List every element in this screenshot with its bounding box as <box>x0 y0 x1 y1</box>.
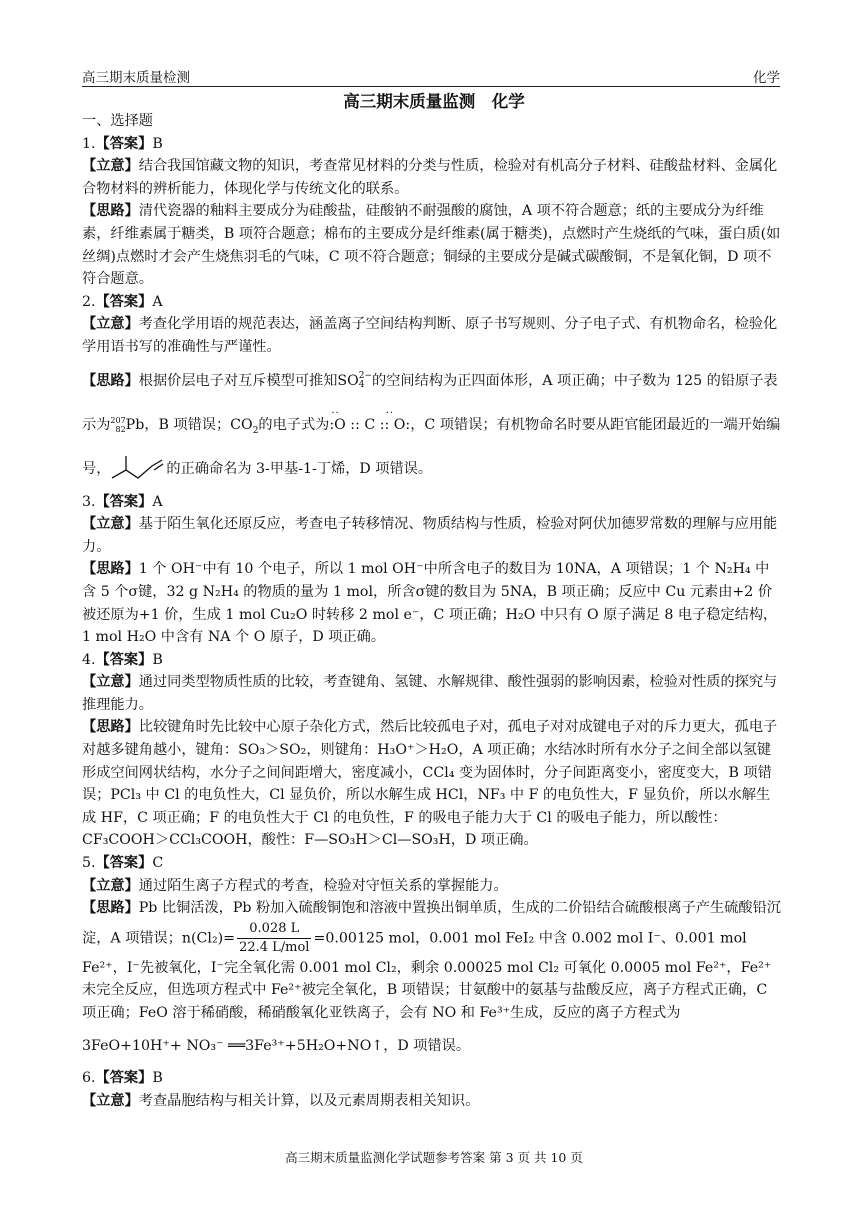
q5-aim-tag: 【立意】 <box>82 877 139 894</box>
sulfate-charge: 2− <box>358 370 373 381</box>
q5-equation: 3FeO+10H⁺+ NO₃⁻ ══3Fe³⁺+5H₂O+NO↑，D 项错误。 <box>82 1037 471 1054</box>
q5-aim-text: 通过陌生离子方程式的考查，检验对守恒关系的掌握能力。 <box>138 877 508 894</box>
q1-answer: B <box>152 135 163 152</box>
q3-aim-text: 基于陌生氧化还原反应，考查电子转移情况、物质结构与性质，检验对阿伏加德罗常数的理解与应用能力。 <box>82 516 778 555</box>
q6-aim <box>82 1090 782 1113</box>
header-right: 化学 <box>753 70 780 86</box>
q1-aim <box>82 155 782 200</box>
q4-idea <box>82 716 782 852</box>
molar-fraction <box>237 920 311 957</box>
q3-idea-text: 1 个 OH⁻中有 10 个电子，所以 1 mol OH⁻中所含电子的数目为 10NA，A 项错误；1 个 N₂H₄ 中含 5 个σ键，32 g N₂H₄ 的物质的量为 1 mol，所含σ键的数目为 5NA，B 项正确；反应中 Cu 元素由+2 价被还原为+1 价，生成 1 mol Cu₂O 时转移 2 mol e⁻，C 项正确；H₂O 中只有 O 原子满足 8 电子稳定结构，1 mol H₂O 中含有 NA 个 O 原子，D 项正确。 <box>82 561 778 646</box>
q5-idea-tag: 【思路】 <box>82 900 139 917</box>
q3-answer-line <box>82 491 782 514</box>
lewis-top-dots: ·· ·· <box>331 407 395 419</box>
q2-idea-part-f: 的正确命名为 3-甲基-1-丁烯，D 项错误。 <box>166 460 433 477</box>
q2-idea-tag: 【思路】 <box>82 372 139 389</box>
page-footer: 高三期末质量监测化学试题参考答案 第 3 页 共 10 页 <box>285 1150 583 1165</box>
q1-aim-tag: 【立意】 <box>82 158 139 175</box>
q2-idea-part-d: 的电子式为 <box>258 416 330 433</box>
q6-answer-line <box>82 1067 782 1090</box>
q2-idea-part-a: 根据价层电子对互斥模型可推知 <box>138 372 338 389</box>
skeletal-formula-3-methyl-1-butene <box>110 452 166 486</box>
q5-number: 5. <box>82 855 96 872</box>
q4-answer-tag: 【答案】 <box>95 651 153 668</box>
q3-idea-tag: 【思路】 <box>82 561 139 578</box>
q4-aim-text: 通过同类型物质性质的比较，考查键角、氢键、水解规律、酸性强弱的影响因素，检验对性质的探究与推理能力。 <box>82 674 778 713</box>
q3-idea <box>82 558 782 648</box>
q5-idea <box>82 897 782 1024</box>
q3-answer-tag: 【答案】 <box>95 493 153 510</box>
q1-idea <box>82 200 782 290</box>
header-left: 高三期末质量检测 <box>82 70 190 86</box>
q3-aim-tag: 【立意】 <box>82 516 139 533</box>
q4-answer-line <box>82 649 782 672</box>
fraction-denominator: 22.4 L/mol <box>239 939 310 955</box>
q1-idea-tag: 【思路】 <box>82 203 139 220</box>
q5-idea-part-a: Pb 比铜活泼，Pb 粉加入硫酸铜饱和溶液中置换出铜单质，生成的二价铅结合硫酸根离子产生硫酸铅沉淀，A 项错误；n(Cl₂)= <box>82 900 781 947</box>
lewis-text: :O :: C :: O: <box>329 416 411 433</box>
sulfate-symbol: SO <box>337 372 359 389</box>
q4-number: 4. <box>82 651 96 668</box>
q5-answer-line <box>82 852 782 875</box>
q4-aim-tag: 【立意】 <box>82 674 139 691</box>
q2-aim <box>82 313 782 358</box>
lead-atomic-number: 82 <box>115 424 126 434</box>
q3-number: 3. <box>82 493 96 510</box>
q3-answer: A <box>152 493 163 510</box>
co2-lewis-structure <box>329 403 410 447</box>
q2-number: 2. <box>82 293 96 310</box>
q2-idea-part-e: ，C 项错误；有机物命名时要从距官能团最近的一端开始编号， <box>82 416 781 477</box>
section-heading: 一、选择题 <box>82 113 153 129</box>
q2-idea <box>82 359 782 491</box>
q5-idea-part-b: =0.00125 mol，0.001 mol FeI₂ 中含 0.002 mol I⁻、0.001 mol Fe²⁺，I⁻先被氧化，I⁻完全氧化需 0.001 mol Cl₂，剩余 0.00025 mol Cl₂ 可氧化 0.0005 mol Fe²⁺，Fe²⁺未完全反应，但选项方程式中 Fe²⁺被完全氧化，B 项错误；甘氨酸中的氨基与盐酸反应，离子方程式正确，C 项正确；FeO 溶于稀硝酸，稀硝酸氧化亚铁离子，会有 NO 和 Fe³⁺生成，反应的离子方程式为 <box>82 930 772 1021</box>
sulfate-subscript: 4 <box>358 379 365 390</box>
q1-aim-text: 结合我国馆藏文物的知识，考查常见材料的分类与性质，检验对有机高分子材料、硅酸盐材料、金属化合物材料的辨析能力，体现化学与传统文化的联系。 <box>82 158 778 197</box>
q2-answer-line <box>82 291 782 314</box>
q1-answer-line <box>82 133 782 156</box>
fraction-numerator: 0.028 L <box>237 920 311 939</box>
q5-aim <box>82 875 782 898</box>
q2-answer-tag: 【答案】 <box>95 293 153 310</box>
q4-idea-text: 比较键角时先比较中心原子杂化方式，然后比较孤电子对，孤电子对对成键电子对的斥力更大，孤电子对越多键角越小，键角：SO₃＞SO₂，则键角：H₃O⁺＞H₂O，A 项正确；水结冰时所有水分子之间全部以氢键形成空间网状结构，水分子之间间距增大，密度减小，CCl₄ 变为固体时，分子间距离变小，密度变大，B 项错误；PCl₃ 中 Cl 的电负性大，Cl 显负价，所以水解生成 HCl，NF₃ 中 F 的电负性大，F 显负价，所以水解生成 HF，C 项正确；F 的电负性大于 Cl 的电负性，F 的吸电子能力大于 Cl 的吸电子能力，所以酸性：CF₃COOH＞CCl₃COOH，酸性：F—SO₃H＞Cl—SO₃H，D 项正确。 <box>82 719 778 849</box>
answer-content <box>82 110 782 1112</box>
q6-answer-tag: 【答案】 <box>95 1070 153 1087</box>
q6-number: 6. <box>82 1070 96 1087</box>
q2-idea-part-b: 的空间结构为正四面体形，A 项正确；中子数为 125 的铅原子表示为 <box>82 372 778 433</box>
lead-symbol: Pb <box>125 416 145 433</box>
q2-aim-tag: 【立意】 <box>82 316 139 333</box>
q6-aim-tag: 【立意】 <box>82 1092 139 1109</box>
q2-idea-part-c: ，B 项错误；CO <box>144 416 253 433</box>
q2-answer: A <box>152 293 163 310</box>
q4-idea-tag: 【思路】 <box>82 719 139 736</box>
co2-subscript: 2 <box>252 425 259 436</box>
lead-nuclide <box>110 417 144 433</box>
page-title: 高三期末质量监测 化学 <box>343 92 525 111</box>
q6-answer: B <box>152 1070 163 1087</box>
q1-answer-tag: 【答案】 <box>95 135 153 152</box>
q1-number: 1. <box>82 135 96 152</box>
q2-aim-text: 考查化学用语的规范表达，涵盖离子空间结构判断、原子书写规则、分子电子式、有机物命名，检验化学用语书写的准确性与严谨性。 <box>82 316 778 355</box>
q4-answer: B <box>152 651 163 668</box>
q1-idea-text: 清代瓷器的釉料主要成分为硅酸盐，硅酸钠不耐强酸的腐蚀，A 项不符合题意；纸的主要成分为纤维素，纤维素属于糖类，B 项符合题意；棉布的主要成分是纤维素(属于糖类)，点燃时产生烧纸的气味，蛋白质(如丝绸)点燃时才会产生烧焦羽毛的气味，C 项不符合题意；铜绿的主要成分是碱式碳酸铜，不是氧化铜，D 项不符合题意。 <box>82 203 781 288</box>
page-header <box>82 64 780 87</box>
lead-mass-number: 207 <box>110 415 126 425</box>
q3-aim <box>82 513 782 558</box>
q5-answer: C <box>152 855 164 872</box>
q6-aim-text: 考查晶胞结构与相关计算，以及元素周期表相关知识。 <box>138 1092 480 1109</box>
q4-aim <box>82 671 782 716</box>
q5-answer-tag: 【答案】 <box>95 855 153 872</box>
sulfate-formula <box>337 370 373 390</box>
